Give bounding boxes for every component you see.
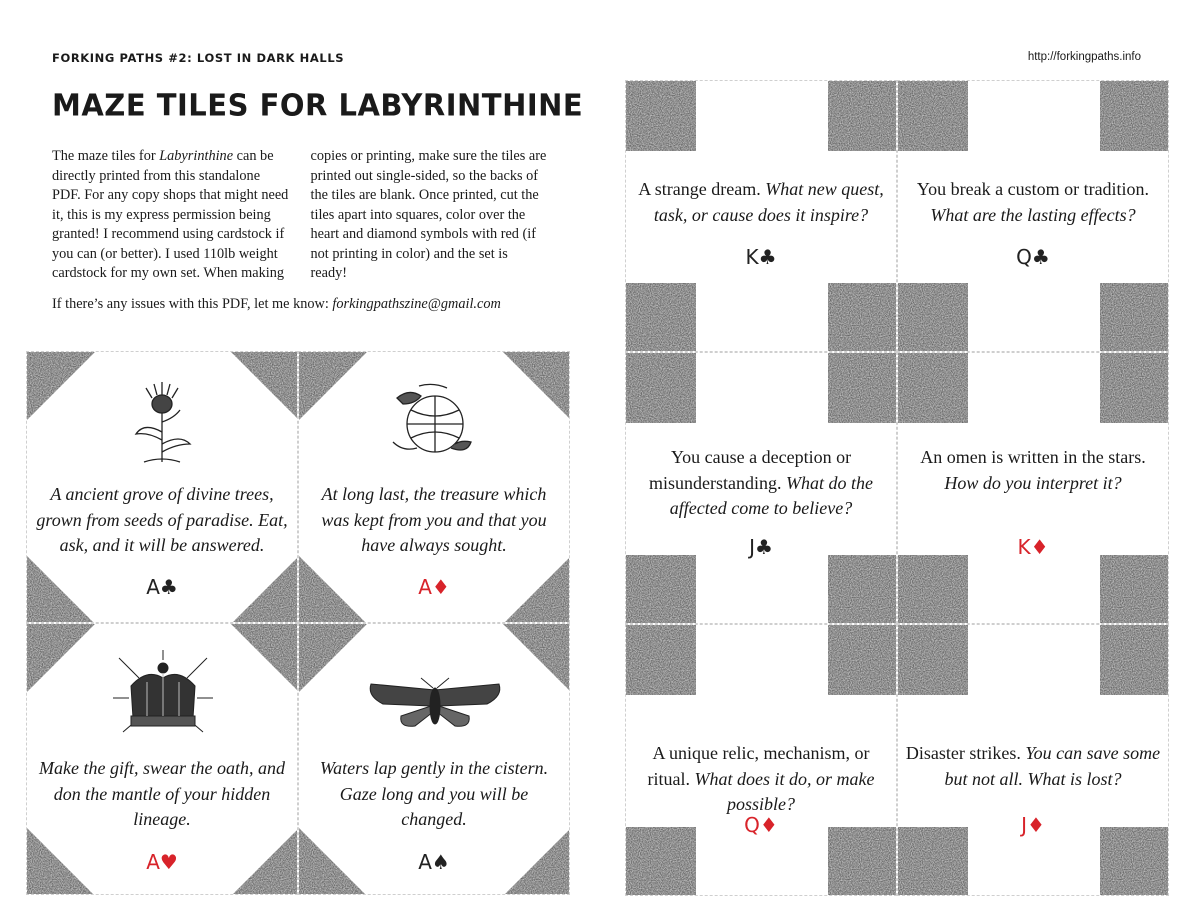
- tile-prompt: You break a custom or tradition.: [916, 179, 1150, 199]
- tile-question: What new quest, task, or cause does it inspire?: [653, 179, 884, 225]
- maze-tile-king-diamonds[interactable]: [897, 352, 1169, 624]
- card-label: A♥: [146, 850, 178, 874]
- tile-question: What do the affected come to believe?: [669, 472, 873, 518]
- tile-prompt: Disaster strikes.: [905, 743, 1026, 763]
- contact-email[interactable]: forkingpathszine@gmail.com: [332, 296, 501, 312]
- tile-prompt: An omen is written in the stars.: [920, 447, 1146, 467]
- crown-icon: [109, 648, 217, 742]
- tile-text: A ancient grove of divine trees, grown from seeds of paradise. Eat, ask, and it will be answered.: [36, 484, 288, 555]
- tile-text: [904, 741, 1162, 792]
- card-label: A♣: [146, 575, 178, 599]
- moth-icon: [365, 676, 505, 738]
- tile-text: [632, 177, 890, 228]
- treasure-emblem-icon: [389, 382, 479, 468]
- tile-prompt: You cause a deception or misunderstanding.: [649, 447, 852, 493]
- tile-text: [904, 177, 1162, 228]
- maze-tile-ace-diamonds[interactable]: [298, 351, 570, 623]
- card-label: Q♦: [744, 813, 778, 837]
- maze-tile-queen-diamonds[interactable]: [625, 624, 897, 896]
- maze-tile-jack-clubs[interactable]: [625, 352, 897, 624]
- contact-note: If there’s any issues with this PDF, let me know: forkingpathszine@gmail.com: [52, 296, 501, 312]
- card-label: K♦: [1017, 535, 1049, 559]
- tile-text: [904, 445, 1162, 496]
- tile-question: You can save some but not all. What is lost?: [944, 743, 1161, 789]
- tile-text: [632, 741, 890, 818]
- tile-prompt: A unique relic, mechanism, or ritual.: [647, 743, 870, 789]
- tile-text: [632, 445, 890, 522]
- tile-text: Waters lap gently in the cistern. Gaze long and you will be changed.: [319, 758, 549, 829]
- card-label: J♦: [1021, 813, 1045, 837]
- zine-url[interactable]: http://forkingpaths.info: [1027, 51, 1141, 63]
- tile-question: What are the lasting effects?: [930, 204, 1136, 225]
- tile-text: At long last, the treasure which was kept from you and that you have always sought.: [321, 484, 547, 555]
- card-label: A♦: [418, 575, 450, 599]
- maze-tile-ace-hearts[interactable]: [26, 623, 298, 895]
- card-label: A♠: [418, 850, 450, 874]
- intro-paragraph: The maze tiles for Labyrinthine can be directly printed from this standalone PDF. For any copy shops that might need it, this is my express permission being granted! I recommend using cardstock if you can (or better). I used 110lb weight cardstock for my own set. When making copies or printing, make sure the tiles are printed out single-sided, so the backs of the tiles are blank. Once printed, cut the tiles apart into squares, color over the heart and diamond symbols with red (if not printing in color) and the set is ready!: [52, 148, 547, 281]
- maze-tile-queen-clubs[interactable]: [897, 80, 1169, 352]
- maze-tile-ace-clubs[interactable]: [26, 351, 298, 623]
- zine-series-title: FORKING PATHS #2: LOST IN DARK HALLS: [52, 51, 345, 65]
- maze-tile-ace-spades[interactable]: [298, 623, 570, 895]
- maze-tile-king-clubs[interactable]: [625, 80, 897, 352]
- card-label: Q♣: [1016, 245, 1050, 269]
- thistle-icon: [124, 382, 200, 464]
- tile-text: Make the gift, swear the oath, and don the mantle of your hidden lineage.: [39, 758, 285, 829]
- tile-question: What does it do, or make possible?: [694, 768, 875, 814]
- card-label: K♣: [745, 245, 777, 269]
- tile-prompt: A strange dream.: [638, 179, 766, 199]
- card-label: J♣: [749, 535, 773, 559]
- page-title: MAZE TILES FOR LABYRINTHINE: [52, 87, 584, 123]
- maze-tile-jack-diamonds[interactable]: [897, 624, 1169, 896]
- tile-question: How do you interpret it?: [944, 472, 1122, 493]
